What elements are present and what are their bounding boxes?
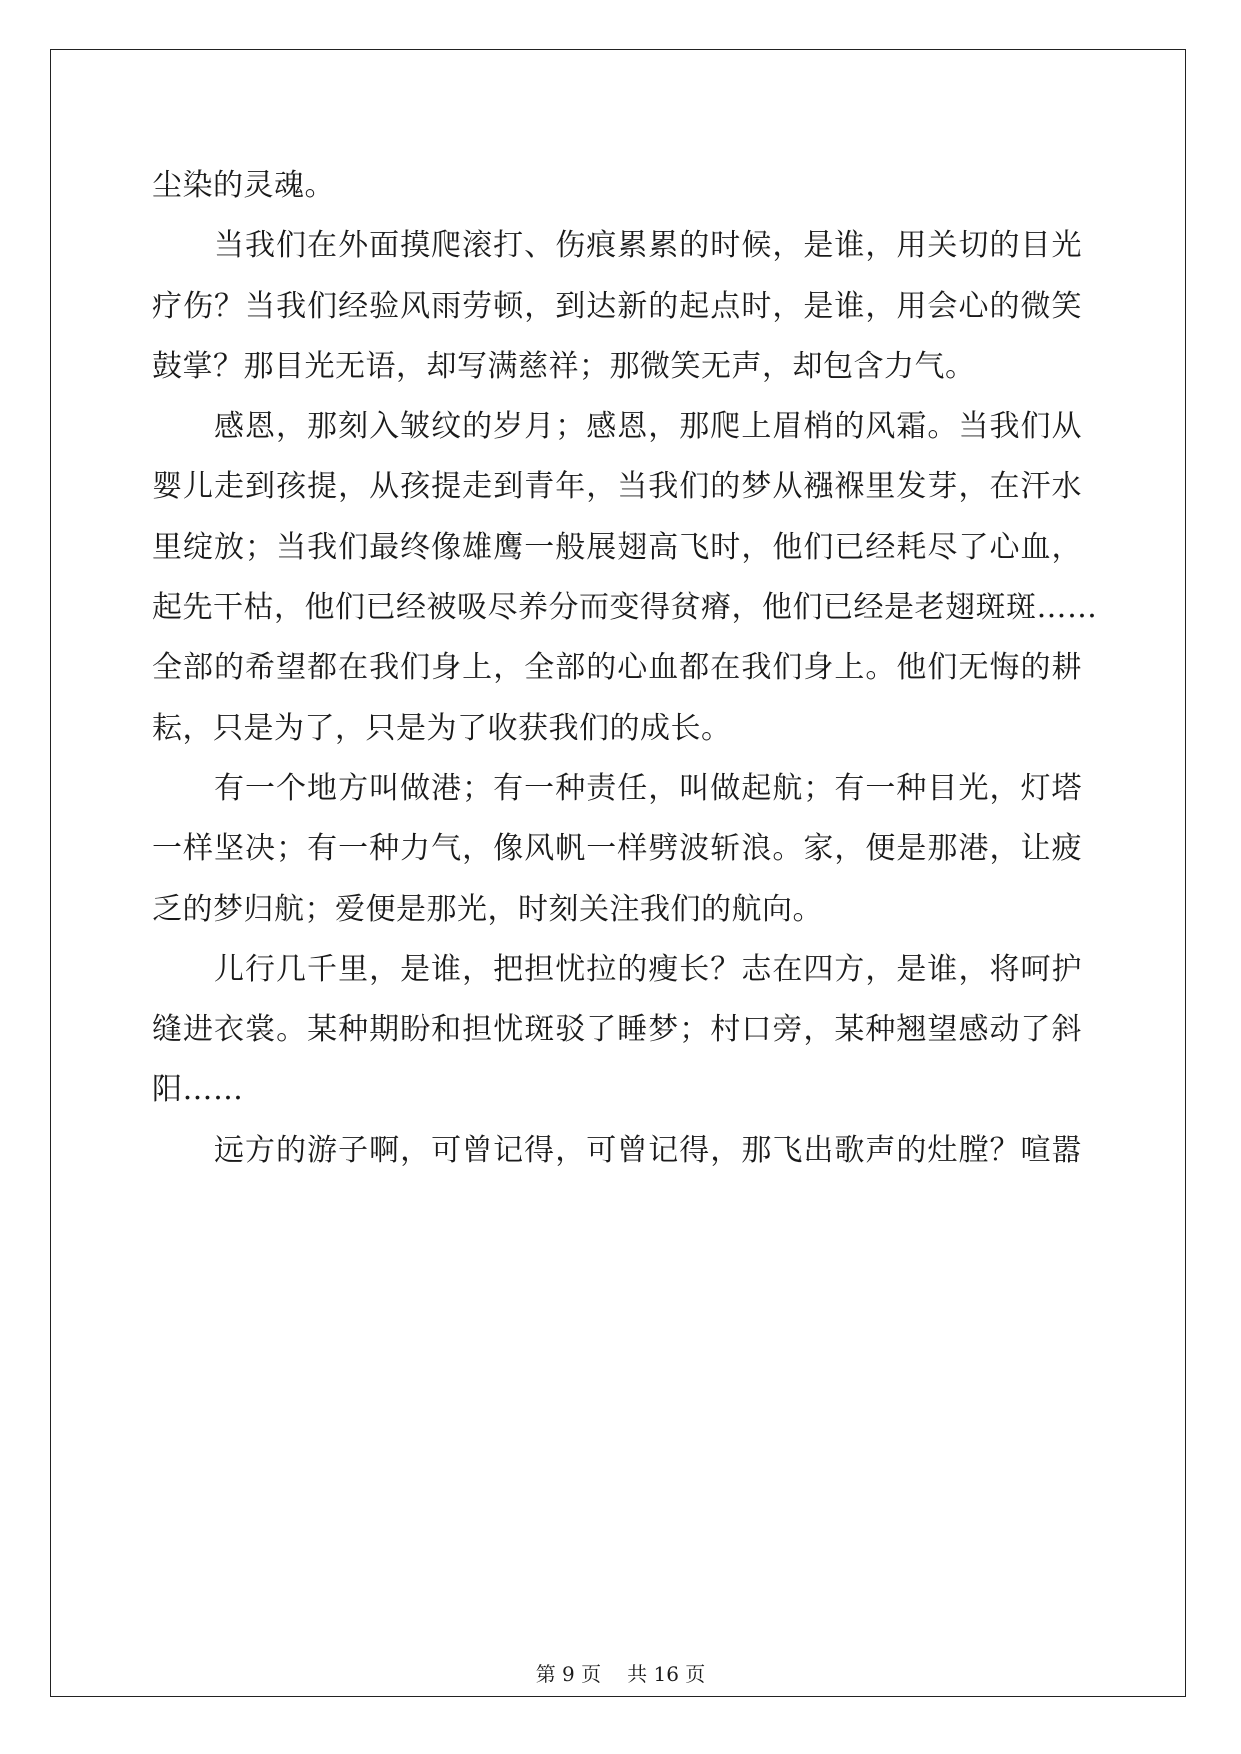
text-line: 全部的希望都在我们身上，全部的心血都在我们身上。他们无悔的耕	[152, 650, 1082, 686]
text-line: 耘，只是为了，只是为了收获我们的成长。	[152, 710, 732, 746]
text-line: 鼓掌？那目光无语，却写满慈祥；那微笑无声，却包含力气。	[152, 348, 976, 384]
document-body	[152, 156, 1098, 1181]
text-line: 儿行几千里，是谁，把担忧拉的瘦长？志在四方，是谁，将呵护	[214, 951, 1082, 987]
page-total: 共 16 页	[627, 1662, 706, 1686]
text-line: 当我们在外面摸爬滚打、伤痕累累的时候，是谁，用关切的目光	[214, 228, 1082, 264]
text-line: 远方的游子啊，可曾记得，可曾记得，那飞出歌声的灶膛？喧嚣	[214, 1132, 1082, 1168]
text-line: 尘染的灵魂。	[152, 168, 335, 203]
text-line: 起先干枯，他们已经被吸尽养分而变得贫瘠，他们已经是老翅斑斑……	[152, 590, 1098, 626]
text-line: 感恩，那刻入皱纹的岁月；感恩，那爬上眉梢的风霜。当我们从	[214, 409, 1082, 445]
text-line: 里绽放；当我们最终像雄鹰一般展翅高飞时，他们已经耗尽了心血，	[152, 529, 1082, 565]
text-line: 婴儿走到孩提，从孩提走到青年，当我们的梦从襁褓里发芽，在汗水	[152, 469, 1082, 505]
text-line: 一样坚决；有一种力气，像风帆一样劈波斩浪。家，便是那港，让疲	[152, 831, 1082, 867]
text-line: 乏的梦归航；爱便是那光，时刻关注我们的航向。	[152, 891, 823, 927]
text-line: 阳……	[152, 1072, 244, 1108]
text-line: 疗伤？当我们经验风雨劳顿，到达新的起点时，是谁，用会心的微笑	[152, 288, 1082, 324]
page-number: 第 9 页	[535, 1662, 602, 1686]
page-footer	[0, 1658, 1241, 1687]
text-line: 缝进衣裳。某种期盼和担忧斑驳了睡梦；村口旁，某种翘望感动了斜	[152, 1012, 1082, 1048]
text-line: 有一个地方叫做港；有一种责任，叫做起航；有一种目光，灯塔	[214, 770, 1082, 806]
